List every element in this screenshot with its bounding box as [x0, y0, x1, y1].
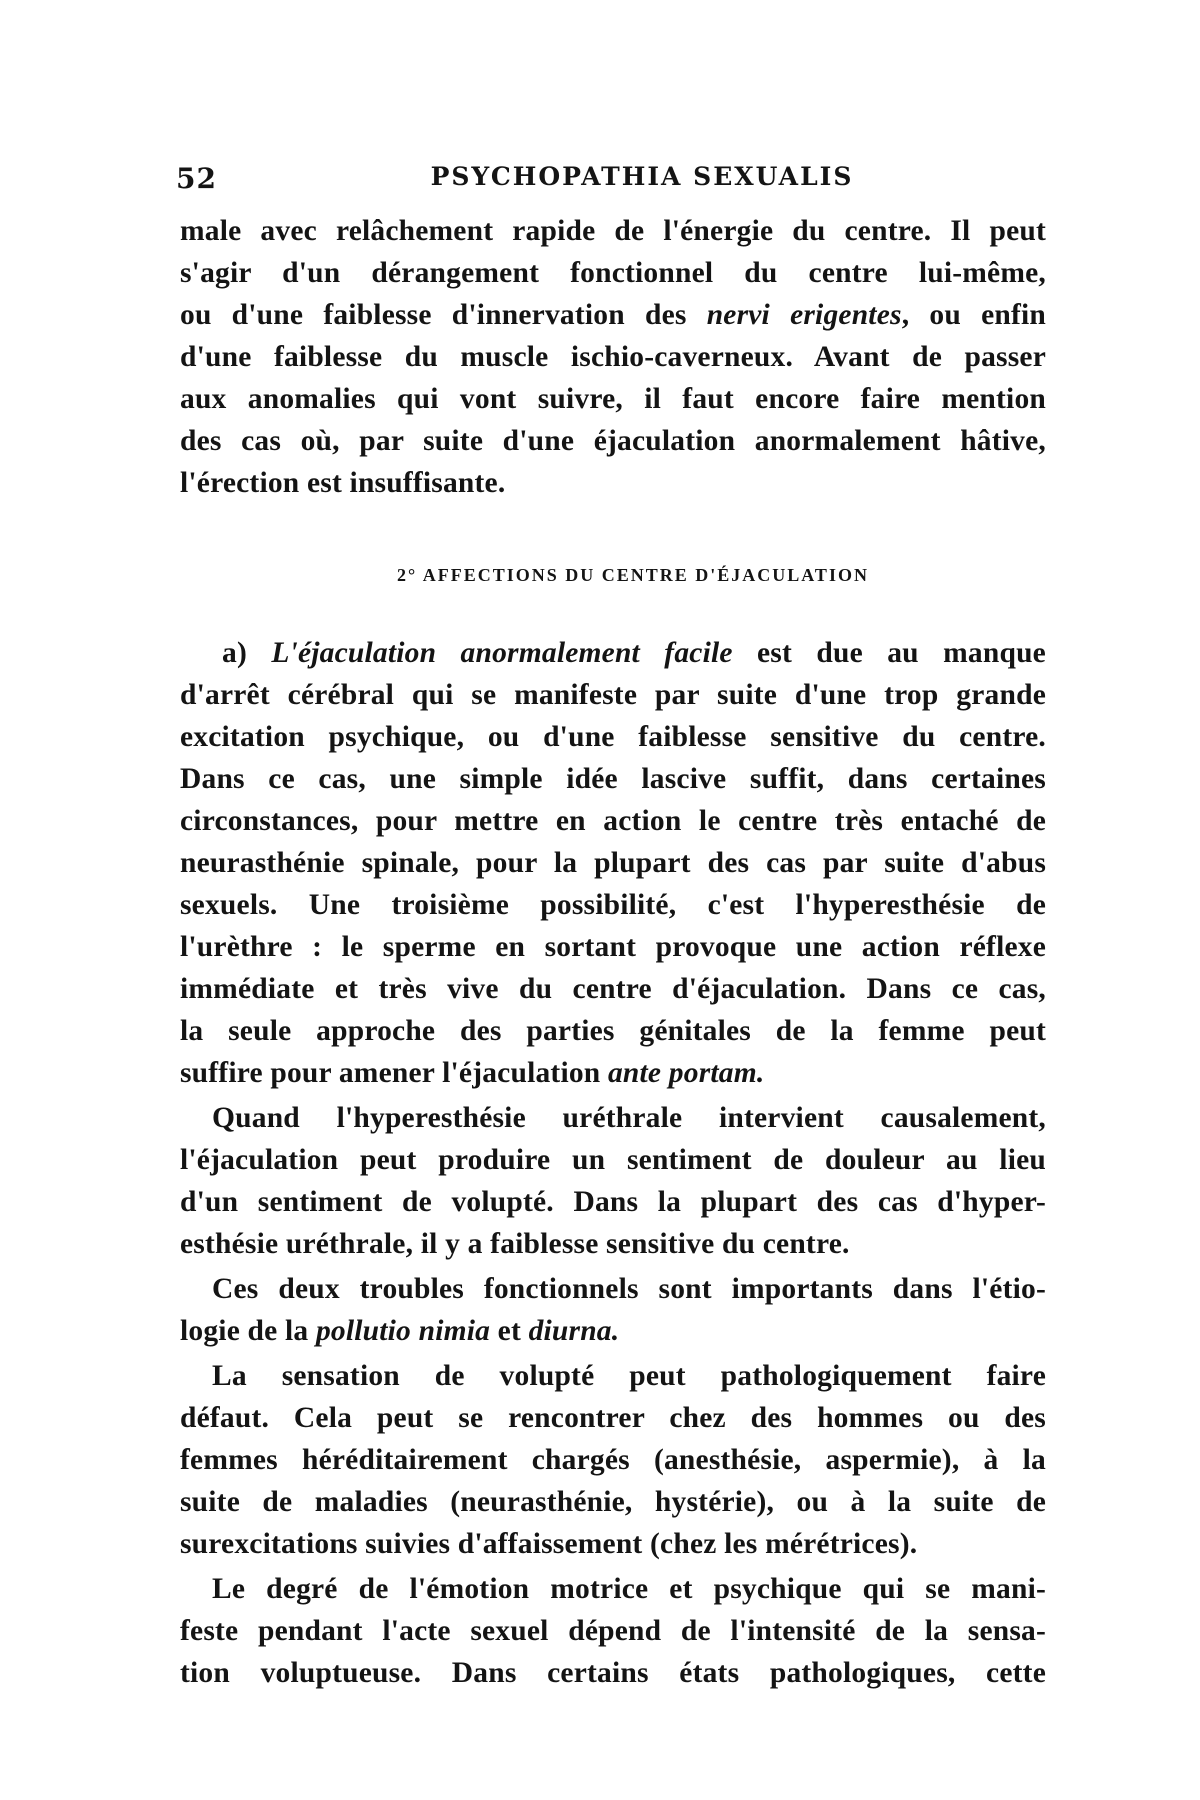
text-line: défaut. Cela peut se rencontrer chez des hommes ou des	[180, 1402, 1046, 1434]
text-line	[180, 1310, 1046, 1352]
text-line: d'arrêt cérébral qui se manifeste par suite d'une trop grande	[180, 679, 1046, 711]
text-line: femmes héréditairement chargés (anesthésie, aspermie), à la	[180, 1444, 1046, 1476]
text-line: immédiate et très vive du centre d'éjaculation. Dans ce cas,	[180, 973, 1046, 1005]
text-line: Ces deux troubles fonctionnels sont importants dans l'étio-	[212, 1273, 1046, 1305]
text-line: Le degré de l'émotion motrice et psychique qui se mani-	[212, 1573, 1046, 1605]
text-line: tion voluptueuse. Dans certains états pathologiques, cette	[180, 1657, 1046, 1689]
text-line: d'une faiblesse du muscle ischio-caverneux. Avant de passer	[180, 341, 1046, 373]
italic-term: nervi erigentes	[706, 299, 902, 331]
text-line: aux anomalies qui vont suivre, il faut encore faire mention	[180, 383, 1046, 415]
text-run: a)	[222, 637, 272, 669]
text-line: l'urèthre : le sperme en sortant provoque une action réflexe	[180, 931, 1046, 963]
text-line: neurasthénie spinale, pour la plupart des cas par suite d'abus	[180, 847, 1046, 879]
running-head	[176, 160, 1048, 200]
text-line: la seule approche des parties génitales de la femme peut	[180, 1015, 1046, 1047]
text-line: esthésie uréthrale, il y a faiblesse sensitive du centre.	[180, 1228, 850, 1260]
text-line: l'éjaculation peut produire un sentiment de douleur au lieu	[180, 1144, 1046, 1176]
text-line: excitation psychique, ou d'une faiblesse sensitive du centre.	[180, 721, 1046, 753]
text-run: suffire pour amener l'éjaculation	[180, 1057, 608, 1089]
text-line: des cas où, par suite d'une éjaculation anormalement hâtive,	[180, 425, 1046, 457]
text-line	[180, 632, 1046, 674]
italic-term: diurna.	[528, 1315, 620, 1347]
text-line: circonstances, pour mettre en action le centre très entaché de	[180, 805, 1046, 837]
running-title: PSYCHOPATHIA SEXUALIS	[430, 162, 854, 191]
page-number: 52	[176, 162, 217, 195]
text-run: logie de la	[180, 1315, 316, 1347]
text-line: Dans ce cas, une simple idée lascive suffit, dans certaines	[180, 763, 1046, 795]
italic-term: ante portam.	[607, 1057, 765, 1089]
text-line: feste pendant l'acte sexuel dépend de l'intensité de la sensa-	[180, 1615, 1046, 1647]
paragraph-1	[180, 210, 1046, 504]
text-line: suite de maladies (neurasthénie, hystérie), ou à la suite de	[180, 1486, 1046, 1518]
italic-term: L'éjaculation anormalement facile	[271, 637, 733, 669]
text-line: sexuels. Une troisième possibilité, c'est l'hyperesthésie de	[180, 889, 1046, 921]
text-run: , ou enfin	[901, 299, 1047, 331]
body-text	[180, 632, 1046, 1694]
text-run: et	[490, 1315, 529, 1347]
text-run: est due au manque	[732, 637, 1046, 669]
text-line: s'agir d'un dérangement fonctionnel du centre lui-même,	[180, 257, 1046, 289]
text-line: male avec relâchement rapide de l'énergie du centre. Il peut	[180, 215, 1046, 247]
text-line: Quand l'hyperesthésie uréthrale intervient causalement,	[212, 1102, 1046, 1134]
text-line	[180, 1052, 1046, 1094]
text-line: l'érection est insuffisante.	[180, 467, 506, 499]
text-line: La sensation de volupté peut pathologiquement faire	[212, 1360, 1046, 1392]
text-line: surexcitations suivies d'affaissement (chez les mérétrices).	[180, 1528, 918, 1560]
text-line	[180, 294, 1046, 336]
italic-term: pollutio nimia	[315, 1315, 491, 1347]
text-line: d'un sentiment de volupté. Dans la plupart des cas d'hyper-	[180, 1186, 1046, 1218]
text-run: ou d'une faiblesse d'innervation des	[180, 299, 707, 331]
section-heading: 2° AFFECTIONS DU CENTRE D'ÉJACULATION	[397, 565, 869, 585]
